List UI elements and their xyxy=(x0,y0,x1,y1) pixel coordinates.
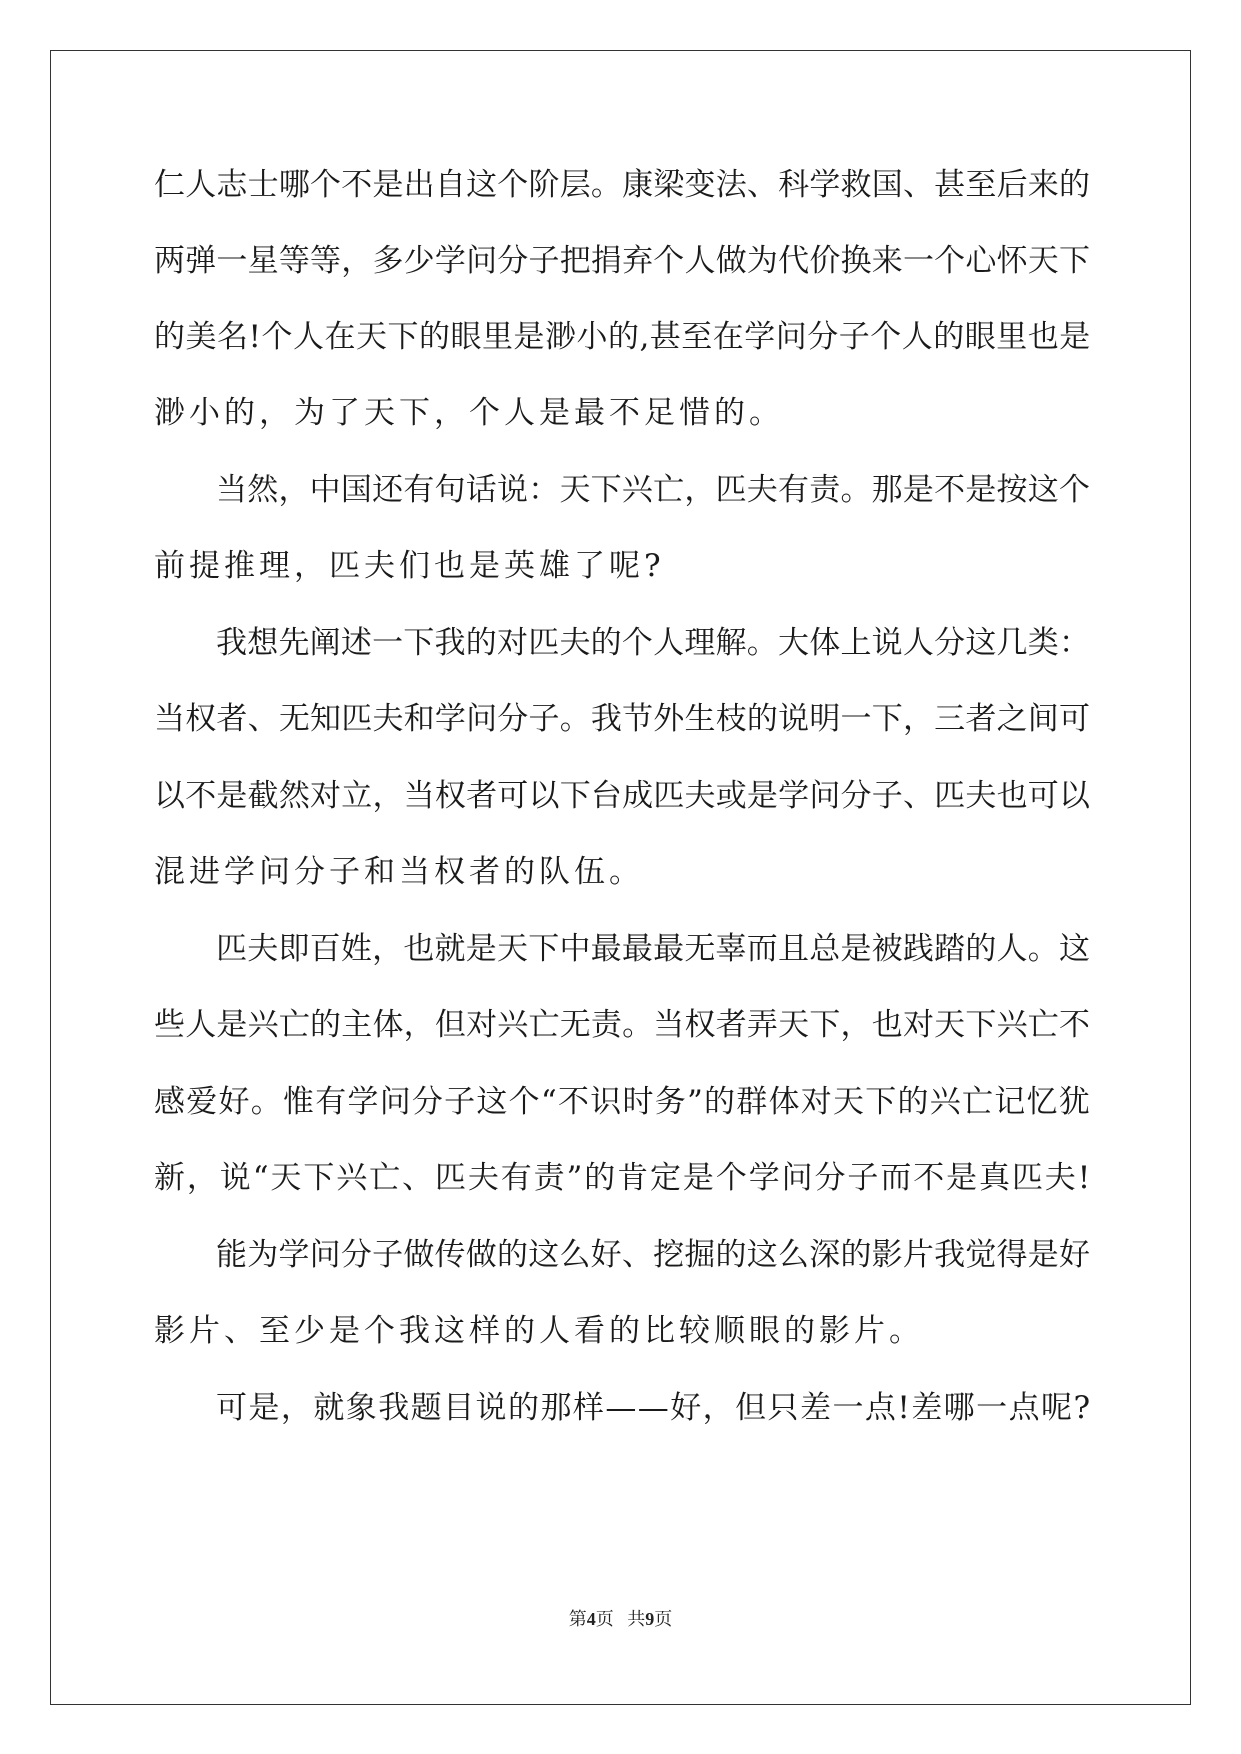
text-line: 影片、至少是个我这样的人看的比较顺眼的影片。 xyxy=(154,1313,924,1349)
paragraph-first-line: 当然，中国还有句话说：天下兴亡，匹夫有责。那是不是按这个 xyxy=(216,472,1091,508)
footer-total-prefix: 共 xyxy=(627,1609,646,1629)
footer-page-unit: 页 xyxy=(595,1609,614,1629)
paragraph-first-line: 能为学问分子做传做的这么好、挖掘的这么深的影片我觉得是好 xyxy=(216,1237,1091,1273)
text-line: 感爱好。惟有学问分子这个“不识时务”的群体对天下的兴亡记忆犹 xyxy=(154,1084,1091,1120)
text-line: 仁人志士哪个不是出自这个阶层。康梁变法、科学救国、甚至后来的 xyxy=(154,167,1091,203)
text-line: 混进学问分子和当权者的队伍。 xyxy=(154,854,644,890)
paragraph-first-line: 我想先阐述一下我的对匹夫的个人理解。大体上说人分这几类： xyxy=(216,625,1091,661)
text-line: 当权者、无知匹夫和学问分子。我节外生枝的说明一下，三者之间可 xyxy=(154,701,1091,737)
footer-total-unit: 页 xyxy=(654,1609,673,1629)
footer-prefix: 第 xyxy=(568,1609,587,1629)
text-line: 些人是兴亡的主体，但对兴亡无责。当权者弄天下，也对天下兴亡不 xyxy=(154,1007,1091,1043)
paragraph-first-line: 匹夫即百姓，也就是天下中最最最无辜而且总是被践踏的人。这 xyxy=(216,931,1091,967)
text-line: 渺小的，为了天下，个人是最不足惜的。 xyxy=(154,395,784,431)
text-line: 以不是截然对立，当权者可以下台成匹夫或是学问分子、匹夫也可以 xyxy=(154,778,1091,814)
text-line: 的美名!个人在天下的眼里是渺小的,甚至在学问分子个人的眼里也是 xyxy=(154,319,1091,355)
text-line: 新，说“天下兴亡、匹夫有责”的肯定是个学问分子而不是真匹夫! xyxy=(154,1160,1093,1196)
text-line: 两弹一星等等，多少学问分子把捐弃个人做为代价换来一个心怀天下 xyxy=(154,243,1091,279)
footer-current-page: 4 xyxy=(586,1609,596,1629)
footer-total-pages: 9 xyxy=(645,1609,655,1629)
page-footer xyxy=(0,1605,1241,1631)
paragraph-first-line: 可是，就象我题目说的那样——好，但只差一点!差哪一点呢? xyxy=(216,1390,1092,1426)
text-line: 前提推理，匹夫们也是英雄了呢? xyxy=(154,548,665,584)
